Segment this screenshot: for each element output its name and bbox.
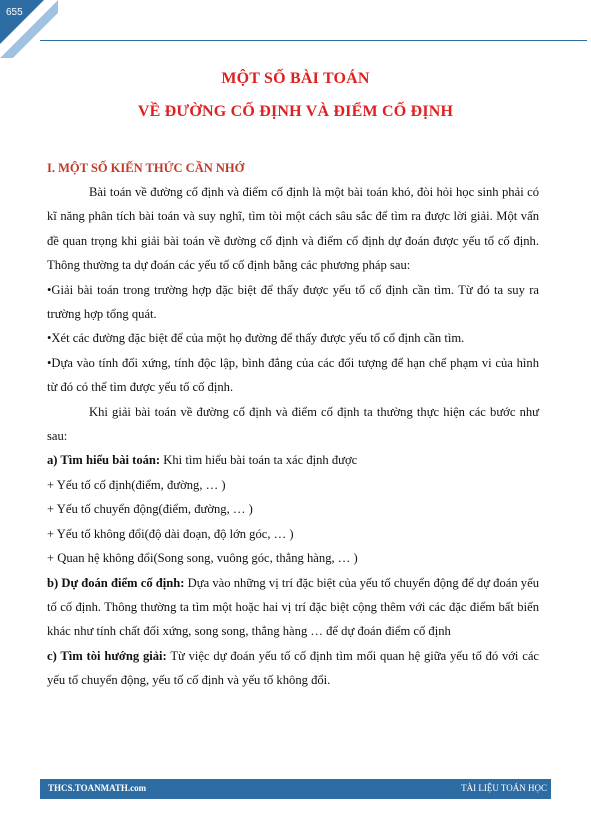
header-rule: [40, 40, 587, 41]
step-b: [47, 571, 539, 644]
step-a: [47, 448, 539, 472]
paragraph-steps-intro: Khi giải bài toán về đường cố định và điểm cố định ta thường thực hiện các bước như sau:: [47, 404, 539, 444]
step-c-text: Từ việc dự đoán yếu tố cố định tìm mối quan hệ giữa yếu tố đó với các yếu tố chuyển động, yếu tố cố định và yếu tố không đổi.: [47, 648, 539, 688]
list-item: + Quan hệ không đổi(Song song, vuông góc, thẳng hàng, … ): [47, 551, 358, 566]
step-b-label: b) Dự đoán điểm cố định:: [47, 575, 185, 590]
page-number: 655: [6, 7, 23, 18]
document-title-line1: MỘT SỐ BÀI TOÁN: [221, 70, 370, 87]
footer-site-link[interactable]: THCS.TOANMATH.com: [48, 783, 147, 793]
list-item: + Yếu tố chuyển động(điểm, đường, … ): [47, 502, 253, 517]
step-b-text: Dựa vào những vị trí đặc biệt của yếu tố chuyển động để dự đoán yếu tố cố định. Thông thường ta tìm một hoặc hai vị trí đặc biệt cộng thêm với các đặc điểm bất biến khác như tính chất đối xứng, song song, thẳng hàng … để dự đoán điểm cố định: [47, 575, 539, 639]
document-body: [47, 180, 539, 693]
step-a-label: a) Tìm hiểu bài toán:: [47, 453, 161, 468]
list-item: + Yếu tố không đổi(độ dài đoạn, độ lớn góc, … ): [47, 526, 294, 541]
document-title-line2: VỀ ĐƯỜNG CỐ ĐỊNH VÀ ĐIỂM CỐ ĐỊNH: [137, 103, 454, 120]
bullet-item: •Xét các đường đặc biệt để của một họ đường để thấy được yếu tố cố định cần tìm.: [47, 331, 465, 346]
bullet-item: •Dựa vào tính đối xứng, tính độc lập, bình đẳng của các đối tượng để hạn chế phạm vi của hình từ đó có thể tìm được yếu tố cố định.: [47, 355, 539, 395]
step-a-text: Khi tìm hiểu bài toán ta xác định được: [160, 453, 358, 468]
step-c-label: c) Tìm tòi hướng giải:: [47, 648, 167, 663]
footer-label: TÀI LIỆU TOÁN HỌC: [461, 783, 547, 793]
section-heading: I. MỘT SỐ KIẾN THỨC CẦN NHỚ: [47, 161, 245, 175]
paragraph-intro: Bài toán về đường cố định và điểm cố định là một bài toán khó, đòi hỏi học sinh phải có kĩ năng phân tích bài toán và suy nghĩ, tìm tòi một cách sâu sắc để tìm ra được lời giải. Một vấn đề quan trọng khi giải bài toán về đường cố định và điểm cố định dự đoán được yếu tố cố định. Thông thường ta dự đoán các yếu tố cố định bằng các phương pháp sau:: [47, 185, 539, 273]
bullet-item: •Giải bài toán trong trường hợp đặc biệt để thấy được yếu tố cố định cần tìm. Từ đó ta suy ra trường hợp tổng quát.: [47, 282, 539, 322]
step-c: [47, 644, 539, 693]
list-item: + Yếu tố cố định(điểm, đường, … ): [47, 477, 226, 492]
